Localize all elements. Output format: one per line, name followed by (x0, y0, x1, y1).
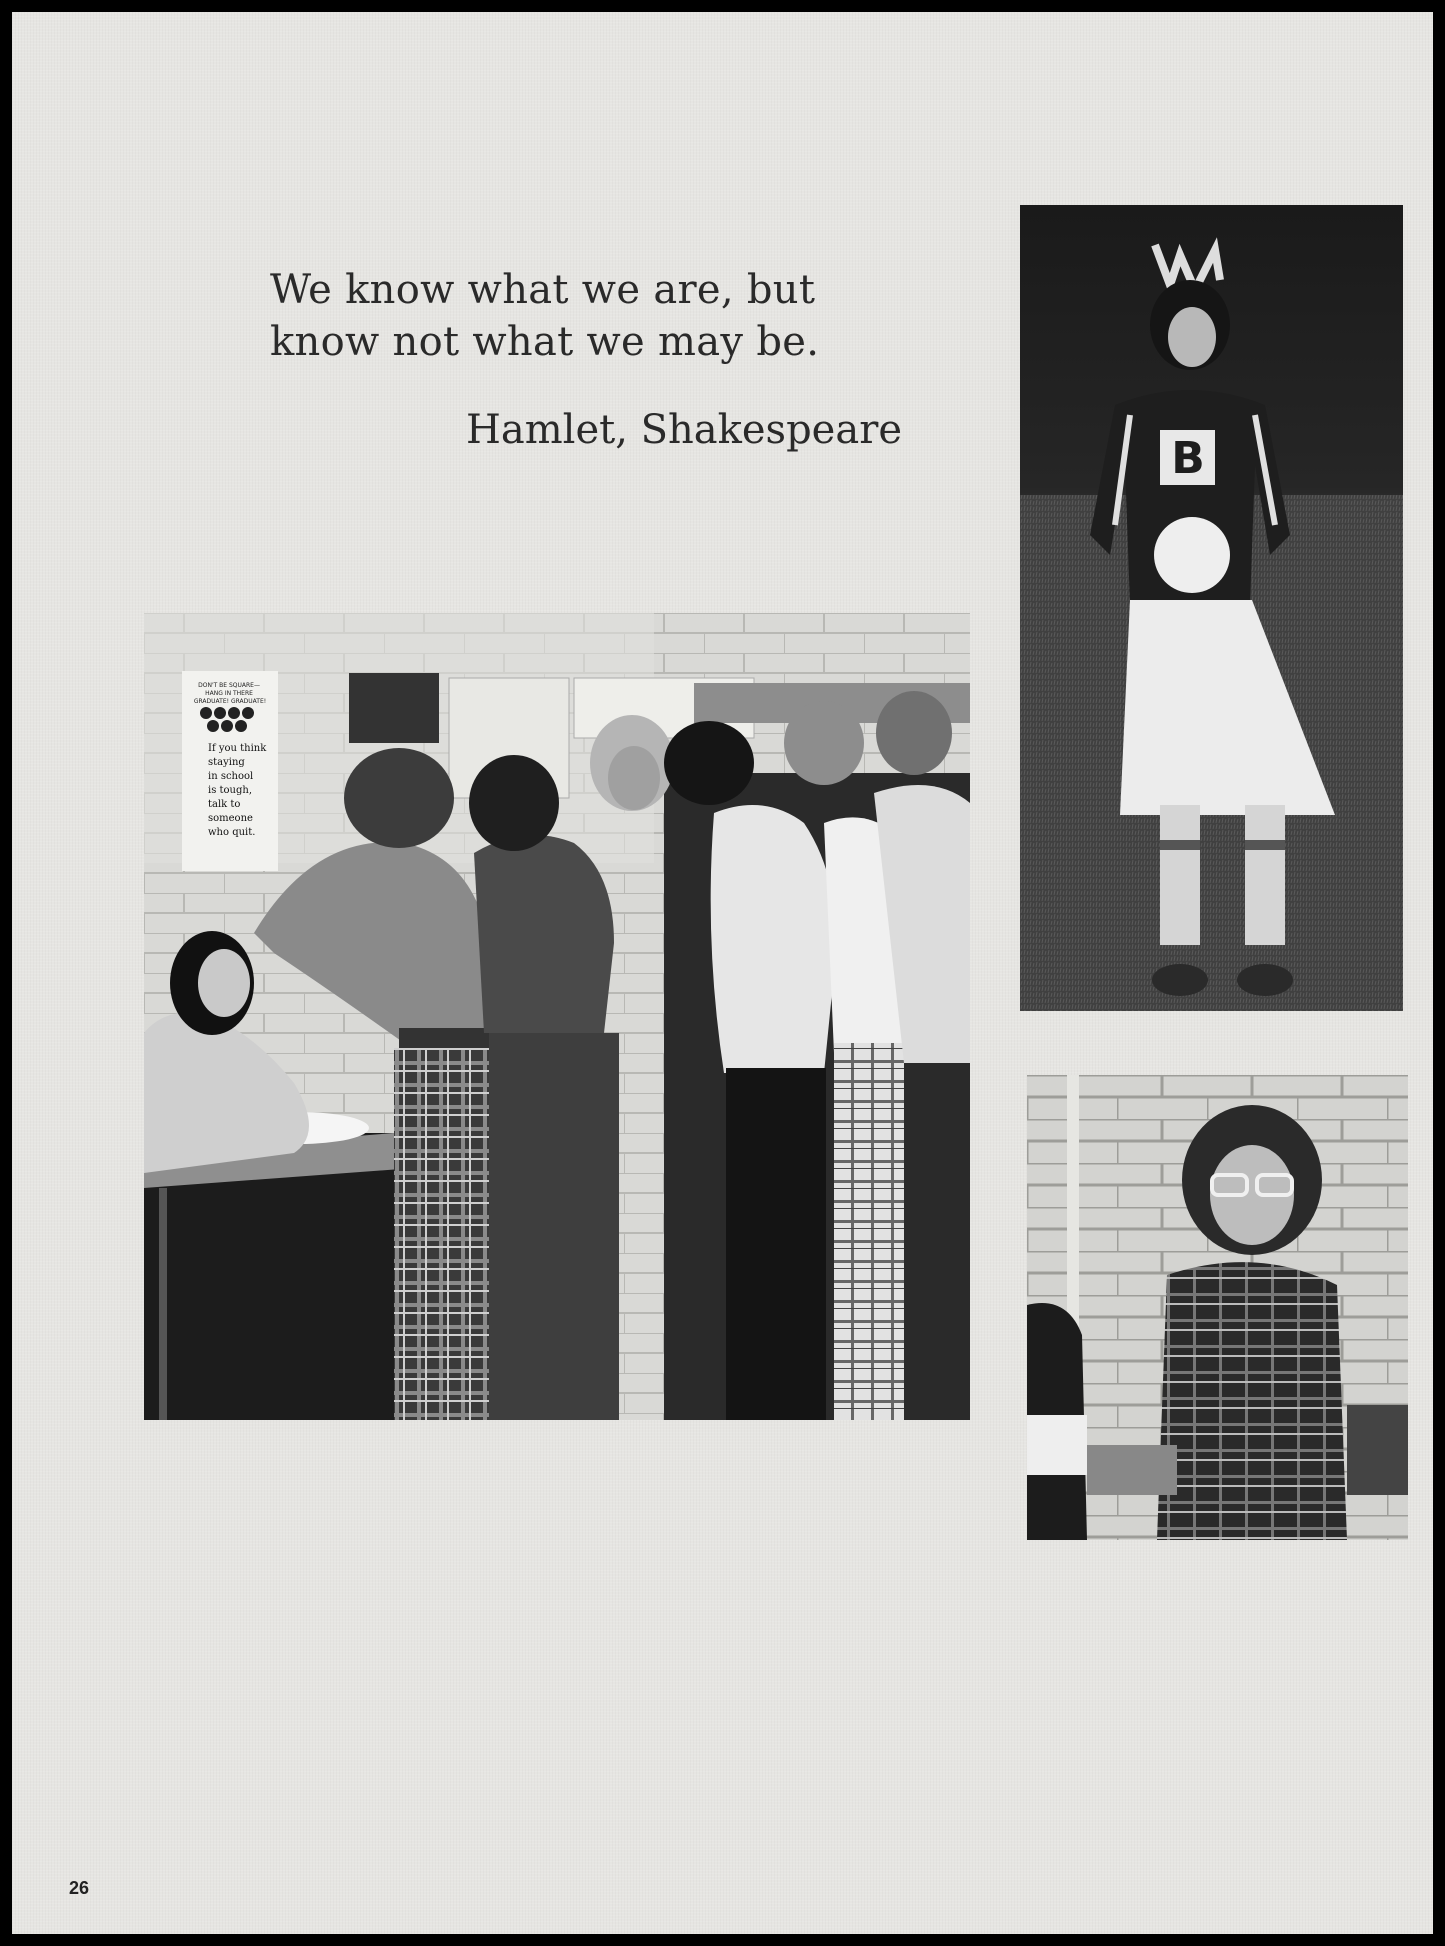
quote (270, 264, 930, 368)
boy-with-glasses-photo (1027, 1075, 1408, 1540)
sweater-letter: B (1171, 433, 1205, 484)
quote-line-2: know not what we may be. (270, 319, 820, 365)
page-number: 26 (69, 1878, 90, 1898)
cheerleader-photo (1020, 205, 1403, 1011)
yearbook-page (12, 12, 1433, 1934)
poster-header: DON'T BE SQUARE— HANG IN THERE GRADUATE! GRADUATE! (193, 682, 267, 705)
poster-text: If you think staying in school is tough, talk to someone who quit. (208, 743, 267, 838)
quote-attribution: Hamlet, Shakespeare (466, 407, 902, 453)
group-photo (144, 613, 970, 1420)
poster (182, 671, 278, 871)
quote-line-1: We know what we are, but (270, 267, 816, 313)
